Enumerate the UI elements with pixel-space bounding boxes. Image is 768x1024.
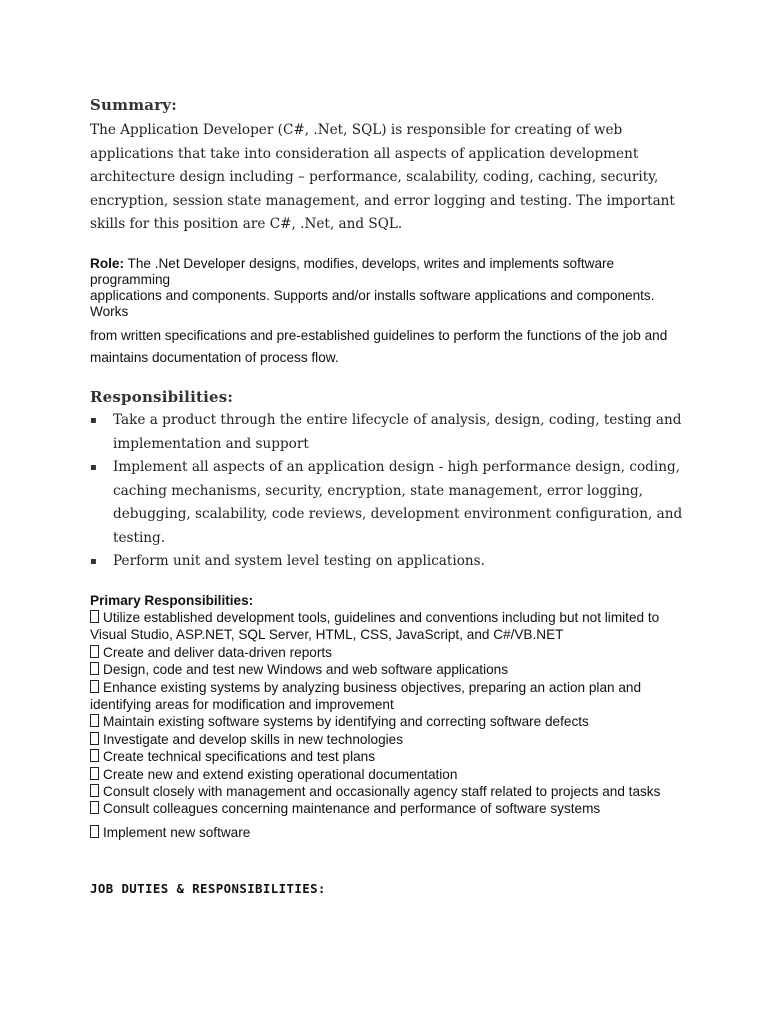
list-item (90, 783, 710, 800)
list-item-text: Create technical specifications and test plans (103, 749, 376, 765)
square-bullet-icon: ▪ (90, 462, 97, 473)
list-item (90, 766, 710, 783)
square-bullet-icon: ▪ (90, 415, 97, 426)
list-item-text: Perform unit and system level testing on applications. (113, 553, 485, 569)
list-item (90, 679, 710, 696)
primary-responsibilities-heading: Primary Responsibilities: (90, 593, 254, 608)
list-item-text: Utilize established development tools, guidelines and conventions including but not limited to (103, 610, 660, 625)
list-item (90, 800, 710, 817)
list-item-text: Consult colleagues concerning maintenance and performance of software systems (103, 801, 601, 817)
empty-box-icon (90, 732, 99, 745)
list-item-text: Implement new software (103, 824, 251, 840)
job-duties-heading: JOB DUTIES & RESPONSIBILITIES: (90, 881, 326, 896)
empty-box-icon (90, 610, 99, 623)
list-item-text: Implement all aspects of an application design - high performance design, coding, caching mechanisms, security, encryption, state management, error logging, debugging, scalability, code reviews, development environment configuration, and testing. (113, 459, 683, 546)
empty-box-icon (90, 714, 99, 727)
list-item (90, 644, 710, 661)
list-item (90, 748, 710, 765)
list-item-continuation: Visual Studio, ASP.NET, SQL Server, HTML, CSS, JavaScript, and C#/VB.NET (90, 627, 564, 643)
empty-box-icon (90, 784, 99, 797)
empty-box-icon (90, 749, 99, 762)
empty-box-icon (90, 825, 99, 838)
empty-box-icon (90, 801, 99, 814)
summary-body: The Application Developer (C#, .Net, SQL) is responsible for creating of web applications that take into consideration all aspects of application development architecture design including – performance, scalability, coding, caching, security, encryption, session state management, and error logging and testing. The important skills for this position are C#, .Net, and SQL. (90, 122, 675, 232)
list-item-text: Investigate and develop skills in new technologies (103, 731, 404, 747)
summary-heading: Summary: (90, 96, 177, 114)
role-line-6: maintains documentation of process flow. (90, 350, 339, 365)
responsibilities-list (90, 409, 690, 574)
list-item-text: Take a product through the entire lifecycle of analysis, design, coding, testing and implementation and support (113, 412, 682, 452)
empty-box-icon (90, 645, 99, 658)
list-item (90, 713, 710, 730)
empty-box-icon (90, 767, 99, 780)
list-item (90, 550, 690, 574)
role-text: The .Net Developer designs, modifies, develops, writes and implements software (123, 256, 615, 271)
empty-box-icon (90, 662, 99, 675)
list-item-text: Create and deliver data-driven reports (103, 644, 332, 660)
list-item (90, 661, 710, 678)
role-line-3: applications and components. Supports and/or installs software applications and components. (90, 288, 655, 303)
list-item-continuation: identifying areas for modification and improvement (90, 697, 394, 713)
primary-responsibilities-section (90, 593, 710, 841)
responsibilities-heading: Responsibilities: (90, 388, 234, 406)
role-label: Role: (90, 256, 124, 271)
role-line-2: programming (90, 272, 171, 287)
list-item-text: Consult closely with management and occasionally agency staff related to projects and tasks (103, 784, 661, 800)
list-item (90, 456, 690, 550)
list-item (90, 824, 710, 841)
list-item-text: Maintain existing software systems by identifying and correcting software defects (103, 714, 589, 730)
list-item-text: Design, code and test new Windows and web software applications (103, 662, 509, 678)
list-item (90, 409, 690, 456)
role-section (90, 256, 690, 369)
empty-box-icon (90, 680, 99, 693)
list-item-text: Create new and extend existing operational documentation (103, 766, 458, 782)
role-line-1 (90, 256, 690, 272)
role-line-5: from written specifications and pre-established guidelines to perform the functions of the job and (90, 328, 668, 343)
list-item (90, 731, 710, 748)
role-line-4: Works (90, 304, 129, 319)
list-item-text: Enhance existing systems by analyzing business objectives, preparing an action plan and (103, 679, 642, 695)
list-item (90, 609, 710, 626)
square-bullet-icon: ▪ (90, 556, 97, 567)
